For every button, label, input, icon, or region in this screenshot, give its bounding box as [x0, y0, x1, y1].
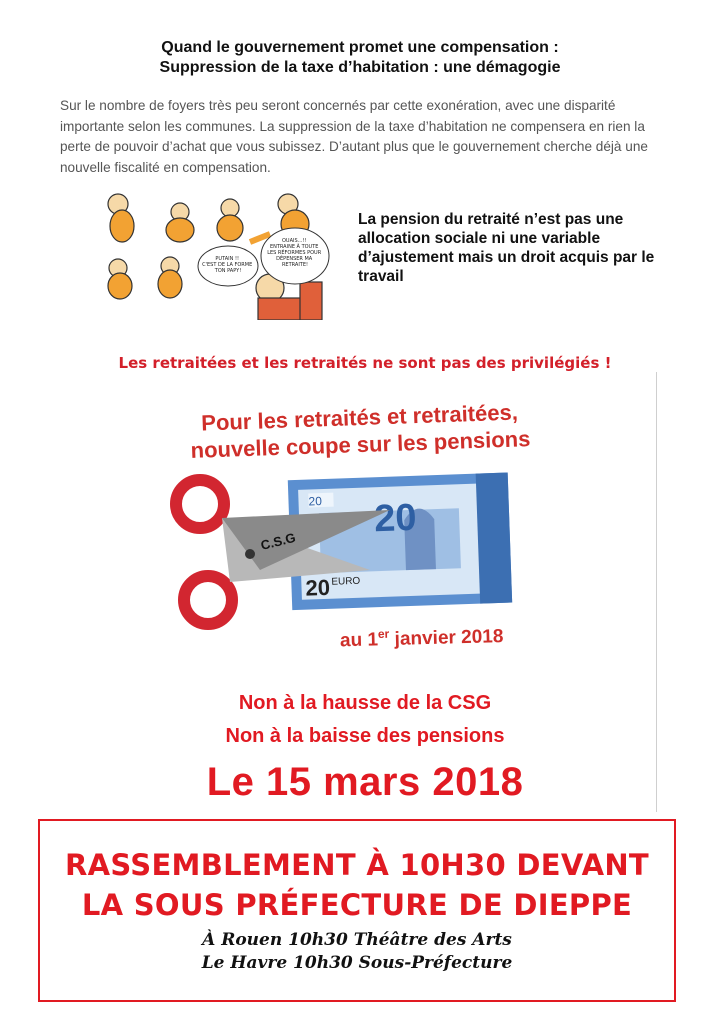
document-heading [60, 38, 660, 78]
date-superscript: er [377, 626, 390, 642]
illustration-title-line-1: Pour les retraités et retraitées, [200, 399, 519, 436]
heading-line-2: Suppression de la taxe d’habitation : une démagogie [159, 59, 561, 76]
date-prefix: au 1 [339, 629, 379, 652]
scissors-csg-label: C.S.G [259, 529, 298, 553]
cartoon-bubble-2: OUAIS...!! ENTRAINE À TOUTE LES RÉFORMES POUR DÉPENSER MA RETRAITE! [267, 238, 322, 268]
event-date: Le 15 mars 2018 [206, 760, 524, 804]
illustration-title [159, 397, 561, 465]
le-havre-rally: Le Havre 10h30 Sous-Préfecture [201, 953, 513, 973]
heading-line-1: Quand le gouvernement promet une compensation : [161, 39, 559, 56]
rally-line-2: LA SOUS PRÉFECTURE DE DIEPPE [81, 888, 633, 922]
slogan-pensions: Non à la baisse des pensions [225, 725, 505, 747]
illustration-title-line-2: nouvelle coupe sur les pensions [190, 426, 531, 463]
slogan-csg: Non à la hausse de la CSG [238, 692, 492, 714]
retirees-cartoon [100, 186, 340, 320]
rally-line-1: RASSEMBLEMENT À 10H30 DEVANT [65, 848, 649, 882]
vertical-divider [656, 372, 657, 812]
effective-date [340, 624, 504, 653]
banknote-euro-label: EURO [331, 575, 361, 588]
intro-paragraph: Sur le nombre de foyers très peu seront concernés par cette exonération, avec une disparité importante selon les communes. La suppression de la taxe d’habitation ne compensera en rien la perte de pouvoir d’achat que vous subissez. D’autant plus que le gouvernement cherche déjà une nouvelle fiscalité en compensation. [60, 98, 648, 175]
pension-quote: La pension du retraité n’est pas une allocation sociale ni une variable d’ajustement mais un droit acquis par le travail [358, 211, 655, 285]
csg-scissors-banknote-illustration [170, 470, 530, 630]
date-suffix: janvier 2018 [389, 626, 504, 651]
banknote-big-value: 20 [373, 496, 418, 541]
banknote-small-value: 20 [305, 574, 331, 601]
privileged-statement: Les retraitées et les retraités ne sont pas des privilégiés ! [118, 354, 612, 372]
rouen-rally: À Rouen 10h30 Théâtre des Arts [202, 930, 512, 950]
banknote-corner-value: 20 [308, 494, 323, 509]
cartoon-bubble-1: PUTAIN !! C'EST DE LA FORME TON PAPY! [202, 256, 253, 274]
